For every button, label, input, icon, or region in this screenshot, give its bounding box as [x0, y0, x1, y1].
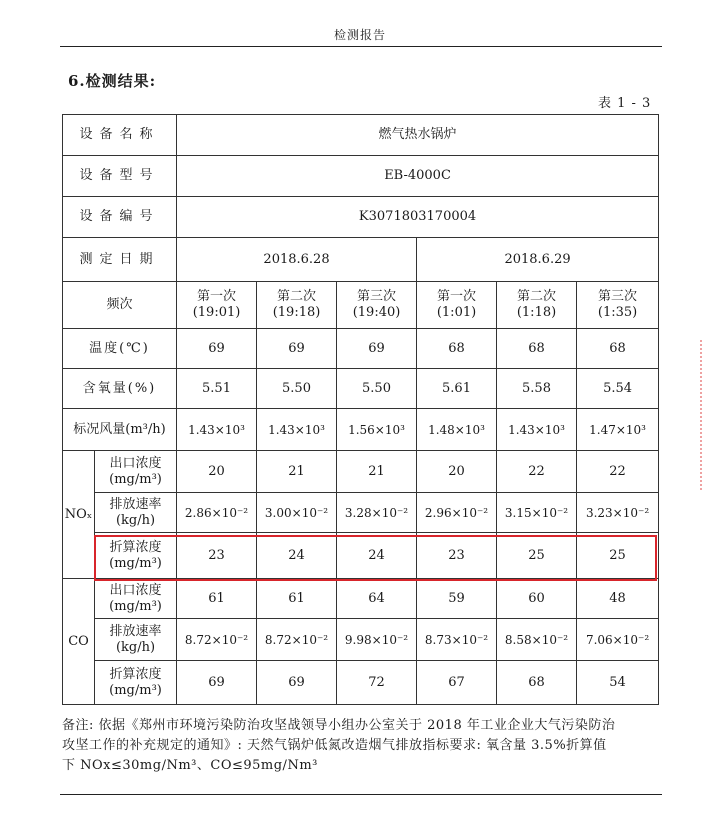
- run-cell: [337, 282, 417, 329]
- co-outlet-value: 61: [177, 579, 257, 619]
- frequency-label: 频次: [63, 282, 177, 329]
- nox-converted-value: 24: [257, 533, 337, 579]
- unit-label: (mg/m³): [109, 598, 162, 614]
- nox-outlet-value: 20: [177, 451, 257, 493]
- nox-rate-value: 3.15×10⁻²: [497, 493, 577, 533]
- run-cell: [257, 282, 337, 329]
- remark-line: 攻坚工作的补充规定的通知》: 天然气锅炉低氮改造烟气排放指标要求: 氧含量 3.5%折算值: [62, 738, 607, 753]
- co-outlet-label: 出口浓度: [109, 582, 162, 598]
- run-name: 第一次: [437, 289, 477, 304]
- temperature-value: 68: [497, 329, 577, 369]
- co-rate-value: 8.72×10⁻²: [257, 619, 337, 661]
- row-label-cell: [95, 533, 177, 579]
- table-row: [63, 156, 659, 197]
- flow-value: 1.48×10³: [417, 409, 497, 451]
- nox-rate-value: 3.23×10⁻²: [577, 493, 659, 533]
- row-label-cell: [95, 579, 177, 619]
- co-rate-value: 9.98×10⁻²: [337, 619, 417, 661]
- run-cell: [577, 282, 659, 329]
- run-name: 第二次: [277, 289, 317, 304]
- table-row: [63, 661, 659, 705]
- co-outlet-value: 48: [577, 579, 659, 619]
- table-row: [63, 493, 659, 533]
- nox-rate-value: 2.96×10⁻²: [417, 493, 497, 533]
- nox-rate-label: 排放速率: [109, 496, 162, 512]
- temperature-value: 69: [337, 329, 417, 369]
- run-time: (1:35): [597, 305, 638, 320]
- oxygen-value: 5.61: [417, 369, 497, 409]
- results-table: [62, 114, 659, 705]
- co-converted-value: 54: [577, 661, 659, 705]
- device-number-label: 设备编号: [63, 197, 177, 238]
- test-date-2: 2018.6.29: [417, 238, 659, 282]
- run-cell: [177, 282, 257, 329]
- temperature-label: 温度(℃): [63, 329, 177, 369]
- nox-outlet-label: 出口浓度: [109, 455, 162, 471]
- nox-converted-value: 25: [497, 533, 577, 579]
- table-row: [63, 115, 659, 156]
- flow-label: 标况风量(m³/h): [63, 409, 177, 451]
- nox-outlet-value: 21: [337, 451, 417, 493]
- co-rate-value: 8.58×10⁻²: [497, 619, 577, 661]
- unit-label: (mg/m³): [109, 682, 162, 698]
- co-rate-value: 8.72×10⁻²: [177, 619, 257, 661]
- run-time: (19:18): [272, 305, 321, 320]
- co-outlet-value: 59: [417, 579, 497, 619]
- test-date-label: 测定日期: [63, 238, 177, 282]
- co-converted-value: 67: [417, 661, 497, 705]
- table-row: [63, 533, 659, 579]
- table-row: [63, 409, 659, 451]
- unit-label: (mg/m³): [109, 471, 162, 487]
- table-row: [63, 619, 659, 661]
- co-outlet-value: 61: [257, 579, 337, 619]
- nox-rate-value: 2.86×10⁻²: [177, 493, 257, 533]
- row-label-cell: [95, 493, 177, 533]
- run-name: 第三次: [357, 289, 397, 304]
- co-converted-value: 69: [177, 661, 257, 705]
- row-label-cell: [95, 661, 177, 705]
- temperature-value: 69: [257, 329, 337, 369]
- co-outlet-value: 64: [337, 579, 417, 619]
- co-converted-label: 折算浓度: [109, 666, 162, 682]
- footer-divider: [60, 794, 662, 795]
- oxygen-value: 5.58: [497, 369, 577, 409]
- row-label-cell: [95, 451, 177, 493]
- flow-value: 1.43×10³: [257, 409, 337, 451]
- remark-line: 下 NOx≤30mg/Nm³、CO≤95mg/Nm³: [62, 758, 318, 773]
- flow-value: 1.43×10³: [177, 409, 257, 451]
- co-label: CO: [63, 579, 95, 705]
- table-row: [63, 369, 659, 409]
- table-row: [63, 197, 659, 238]
- flow-value: 1.56×10³: [337, 409, 417, 451]
- co-converted-value: 69: [257, 661, 337, 705]
- table-row: [63, 329, 659, 369]
- remark-note: [62, 716, 662, 776]
- table-row: [63, 238, 659, 282]
- co-converted-value: 68: [497, 661, 577, 705]
- report-header-title: 检测报告: [333, 28, 386, 42]
- nox-converted-label: 折算浓度: [109, 539, 162, 555]
- flow-value: 1.47×10³: [577, 409, 659, 451]
- nox-converted-value: 23: [177, 533, 257, 579]
- oxygen-value: 5.51: [177, 369, 257, 409]
- nox-outlet-value: 22: [497, 451, 577, 493]
- unit-label: (kg/h): [115, 512, 156, 528]
- nox-rate-value: 3.28×10⁻²: [337, 493, 417, 533]
- run-name: 第三次: [598, 289, 638, 304]
- test-date-1: 2018.6.28: [177, 238, 417, 282]
- run-time: (19:01): [192, 305, 241, 320]
- device-number-value: K3071803170004: [177, 197, 659, 238]
- run-name: 第一次: [197, 289, 237, 304]
- device-name-value: 燃气热水锅炉: [177, 115, 659, 156]
- flow-value: 1.43×10³: [497, 409, 577, 451]
- temperature-value: 68: [417, 329, 497, 369]
- run-cell: [497, 282, 577, 329]
- nox-label: NOₓ: [63, 451, 95, 579]
- unit-label: (kg/h): [115, 639, 156, 655]
- oxygen-label: 含氧量(%): [63, 369, 177, 409]
- run-time: (1:01): [436, 305, 477, 320]
- nox-outlet-value: 22: [577, 451, 659, 493]
- oxygen-value: 5.50: [337, 369, 417, 409]
- co-rate-value: 7.06×10⁻²: [577, 619, 659, 661]
- table-row: [63, 282, 659, 329]
- run-cell: [417, 282, 497, 329]
- table-row: [63, 451, 659, 493]
- co-outlet-value: 60: [497, 579, 577, 619]
- run-time: (1:18): [516, 305, 557, 320]
- device-model-value: EB-4000C: [177, 156, 659, 197]
- device-name-label: 设备名称: [63, 115, 177, 156]
- nox-converted-value: 23: [417, 533, 497, 579]
- co-converted-value: 72: [337, 661, 417, 705]
- row-label-cell: [95, 619, 177, 661]
- co-rate-label: 排放速率: [109, 623, 162, 639]
- unit-label: (mg/m³): [109, 555, 162, 571]
- nox-outlet-value: 21: [257, 451, 337, 493]
- run-time: (19:40): [352, 305, 401, 320]
- oxygen-value: 5.50: [257, 369, 337, 409]
- temperature-value: 69: [177, 329, 257, 369]
- seal-stamp-edge: [700, 340, 720, 490]
- table-reference: 表 1 - 3: [598, 96, 652, 111]
- section-title: 6.检测结果:: [68, 72, 157, 90]
- device-model-label: 设备型号: [63, 156, 177, 197]
- nox-converted-value: 24: [337, 533, 417, 579]
- header-divider: [60, 46, 662, 47]
- nox-rate-value: 3.00×10⁻²: [257, 493, 337, 533]
- oxygen-value: 5.54: [577, 369, 659, 409]
- co-rate-value: 8.73×10⁻²: [417, 619, 497, 661]
- temperature-value: 68: [577, 329, 659, 369]
- table-row: [63, 579, 659, 619]
- nox-outlet-value: 20: [417, 451, 497, 493]
- remark-line: 备注: 依据《郑州市环境污染防治攻坚战领导小组办公室关于 2018 年工业企业大气污染防治: [62, 718, 616, 733]
- nox-converted-value: 25: [577, 533, 659, 579]
- run-name: 第二次: [517, 289, 557, 304]
